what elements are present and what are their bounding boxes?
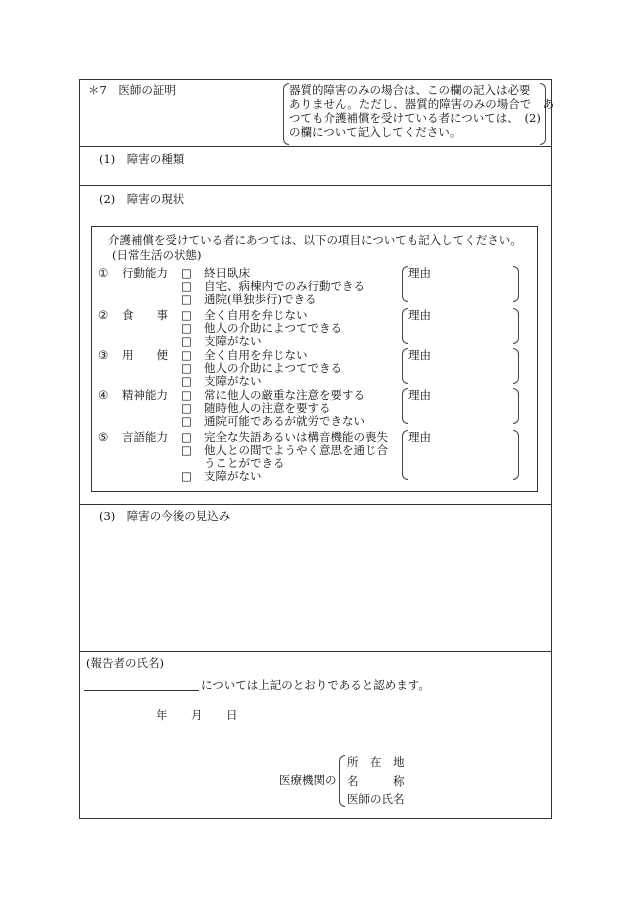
- inner-intro: 介護補償を受けている者にあつては、以下の項目についても記入してください。: [108, 233, 522, 247]
- option-label: 常に他人の厳重な注意を要する: [204, 388, 365, 402]
- checkbox[interactable]: □: [181, 374, 192, 388]
- divider: [79, 185, 552, 186]
- reason-right-paren: [513, 266, 519, 302]
- option-label: 支障がない: [204, 334, 262, 348]
- option-label: 通院可能であるが就労できない: [204, 414, 365, 428]
- divider: [79, 504, 552, 505]
- institution-address-label: 所 在 地: [347, 755, 405, 769]
- section7-note-line-1: 器質的障害のみの場合は、この欄の記入は必要: [289, 83, 531, 97]
- option-label: 随時他人の注意を要する: [204, 401, 331, 415]
- section7-note-line-4: の欄について記入してください。: [289, 125, 462, 139]
- option-label: 他人の介助によつてできる: [204, 361, 342, 375]
- reporter-label: (報告者の氏名): [86, 656, 164, 670]
- inner-sub: (日常生活の状態): [112, 248, 202, 262]
- reporter-statement: については上記のとおりであると認めます。: [201, 678, 430, 692]
- option-label: 自宅、病棟内でのみ行動できる: [204, 279, 365, 293]
- reason-label: 理由: [408, 430, 431, 444]
- doctor-name-label: 医師の氏名: [347, 792, 405, 806]
- date-year: 年: [156, 708, 168, 722]
- checkbox[interactable]: □: [181, 430, 192, 444]
- option-label: 全く自用を弁じない: [204, 308, 308, 322]
- category-num: ④: [98, 388, 109, 402]
- category-label: 食 事: [122, 308, 168, 322]
- note-right-paren: [540, 83, 546, 145]
- checkbox[interactable]: □: [181, 401, 192, 415]
- checkbox[interactable]: □: [181, 388, 192, 402]
- category-num: ①: [98, 266, 109, 280]
- institution-name-label: 名 称: [347, 774, 405, 788]
- checkbox[interactable]: □: [181, 321, 192, 335]
- reason-right-paren: [513, 348, 519, 384]
- category-label: 行動能力: [122, 266, 168, 280]
- institution-brace: [339, 755, 345, 807]
- section7-title: ＊7 医師の証明: [88, 83, 176, 97]
- divider: [79, 146, 552, 147]
- checkbox[interactable]: □: [181, 443, 192, 457]
- checkbox[interactable]: □: [181, 308, 192, 322]
- option-label: 通院(単独歩行)できる: [204, 292, 317, 306]
- option-label: 支障がない: [204, 374, 262, 388]
- checkbox[interactable]: □: [181, 292, 192, 306]
- option-label: 終日臥床: [204, 266, 250, 280]
- checkbox[interactable]: □: [181, 348, 192, 362]
- category-num: ⑤: [98, 430, 109, 444]
- category-label: 精神能力: [122, 388, 168, 402]
- checkbox[interactable]: □: [181, 266, 192, 280]
- checkbox[interactable]: □: [181, 361, 192, 375]
- option-label: 完全な失語あるいは構音機能の喪失: [204, 430, 388, 444]
- checkbox[interactable]: □: [181, 279, 192, 293]
- option-label: 他人の介助によつてできる: [204, 321, 342, 335]
- reason-right-paren: [513, 308, 519, 344]
- institution-label: 医療機関の: [279, 773, 337, 787]
- option-label: 他人との間でようやく意思を通じ合: [204, 443, 388, 457]
- category-label: 用 便: [122, 348, 168, 362]
- category-num: ③: [98, 348, 109, 362]
- section7-note-line-3: つても介護補償を受けている者については、 (2): [289, 111, 541, 125]
- checkbox[interactable]: □: [181, 334, 192, 348]
- checkbox[interactable]: □: [181, 469, 192, 483]
- item1-title: (1) 障害の種類: [99, 152, 185, 166]
- category-num: ②: [98, 308, 109, 322]
- checkbox[interactable]: □: [181, 414, 192, 428]
- reason-right-paren: [513, 388, 519, 424]
- item2-title: (2) 障害の現状: [99, 192, 185, 206]
- reporter-name-line[interactable]: [84, 690, 199, 691]
- option-label: 支障がない: [204, 469, 262, 483]
- reason-label: 理由: [408, 388, 431, 402]
- option-label-continuation: うことができる: [204, 456, 285, 470]
- reason-right-paren: [513, 430, 519, 480]
- date-day: 日: [226, 708, 238, 722]
- reason-label: 理由: [408, 308, 431, 322]
- option-label: 全く自用を弁じない: [204, 348, 308, 362]
- category-label: 言語能力: [122, 430, 168, 444]
- reason-label: 理由: [408, 348, 431, 362]
- item3-title: (3) 障害の今後の見込み: [99, 509, 231, 523]
- date-month: 月: [191, 708, 203, 722]
- reason-label: 理由: [408, 266, 431, 280]
- divider: [79, 651, 552, 652]
- section7-note-line-2: ありません。ただし、器質的障害のみの場合で あ: [289, 97, 555, 111]
